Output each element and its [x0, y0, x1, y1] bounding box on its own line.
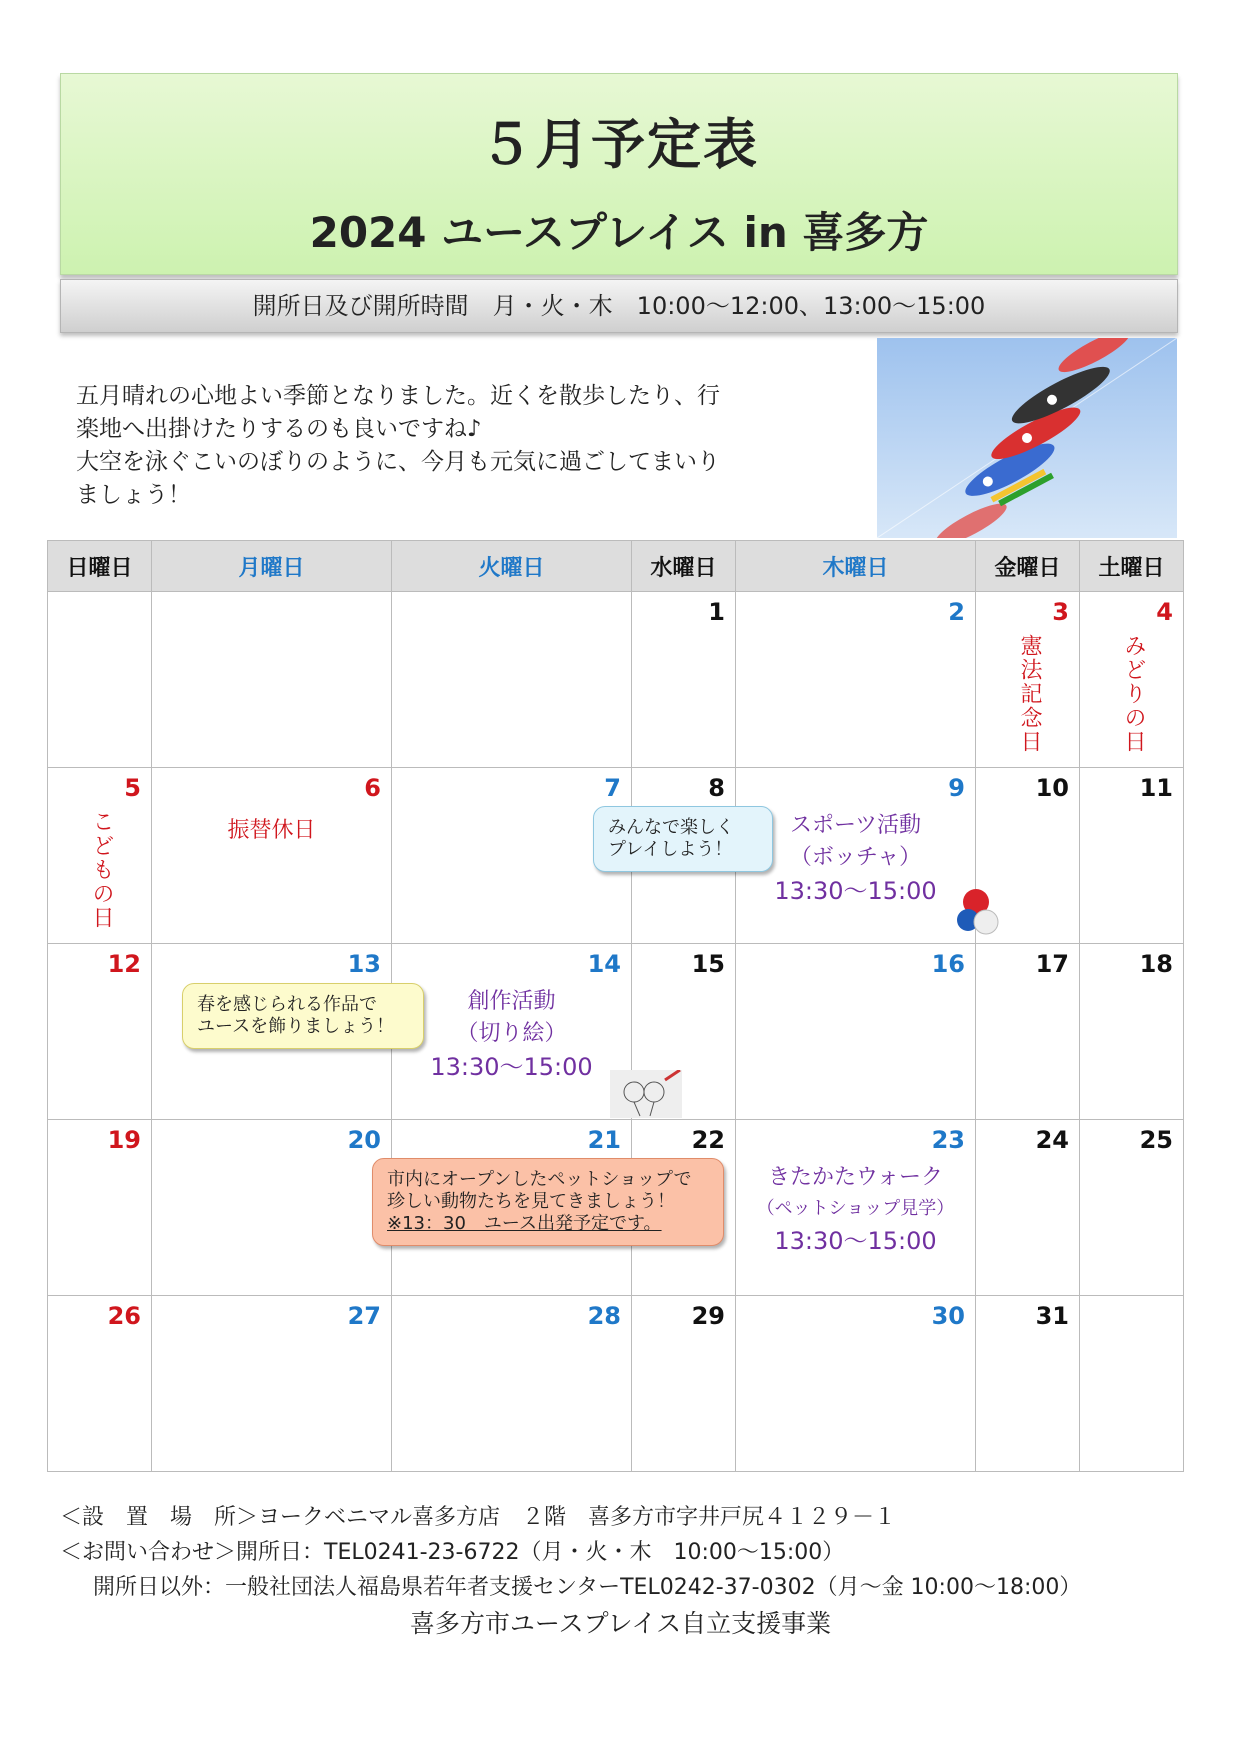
day-number: 24	[1035, 1126, 1069, 1154]
day-number: 18	[1139, 950, 1173, 978]
day-number: 19	[107, 1126, 141, 1154]
day-number: 23	[931, 1126, 965, 1154]
bubble-line: 市内にオープンしたペットショップで	[387, 1169, 692, 1190]
day-cell	[976, 1296, 1080, 1472]
footer-program: 喜多方市ユースプレイス自立支援事業	[409, 1609, 832, 1638]
header-monday: 月曜日	[152, 541, 392, 592]
koinobori-image	[877, 338, 1177, 538]
event-subtitle: （ボッチャ）	[789, 845, 922, 870]
day-number: 7	[604, 774, 621, 802]
bubble-line: みんなで楽しく	[608, 817, 734, 838]
day-number: 17	[1035, 950, 1069, 978]
day-number: 6	[364, 774, 381, 802]
bubble-line: ユースを飾りましょう！	[197, 1016, 395, 1037]
bubble-line: 春を感じられる作品で	[197, 994, 377, 1015]
event-subtitle: （ペットショップ見学）	[756, 1198, 955, 1219]
day-number: 12	[107, 950, 141, 978]
day-cell	[1080, 768, 1184, 944]
day-number: 2	[948, 598, 965, 626]
day-cell	[632, 592, 736, 768]
day-number: 26	[107, 1302, 141, 1330]
day-number: 15	[691, 950, 725, 978]
day-number: 4	[1156, 598, 1173, 626]
day-number: 1	[708, 598, 725, 626]
day-cell	[48, 592, 152, 768]
footer-other-contact: 開所日以外：一般社団法人福島県若年者支援センターTEL0242-37-0302（月～金 10:00～18:00）	[93, 1575, 1082, 1600]
day-cell	[392, 944, 632, 1120]
day-number: 25	[1139, 1126, 1173, 1154]
event-title: 創作活動	[467, 989, 556, 1014]
day-number: 22	[691, 1126, 725, 1154]
day-cell	[976, 944, 1080, 1120]
day-number: 5	[124, 774, 141, 802]
header-thursday: 木曜日	[736, 541, 976, 592]
day-cell	[632, 1296, 736, 1472]
day-number: 21	[587, 1126, 621, 1154]
day-number: 31	[1035, 1302, 1069, 1330]
day-number: 28	[587, 1302, 621, 1330]
day-cell	[48, 1120, 152, 1296]
footer-location: ＜設 置 場 所＞ヨークベニマル喜多方店 ２階 喜多方市字井戸尻４１２９－１	[60, 1505, 897, 1530]
holiday-label: こどもの日	[89, 810, 114, 930]
day-number: 27	[347, 1302, 381, 1330]
day-cell	[1080, 944, 1184, 1120]
bubble-line: プレイしよう！	[608, 839, 733, 860]
day-cell	[736, 592, 976, 768]
event-title: スポーツ活動	[789, 813, 922, 838]
holiday-label: みどりの日	[1121, 634, 1146, 754]
speech-bubble-craft	[182, 983, 424, 1049]
day-cell	[152, 592, 392, 768]
event-craft	[392, 986, 631, 1084]
day-cell	[976, 768, 1080, 944]
week-row	[48, 592, 1184, 768]
day-number: 16	[931, 950, 965, 978]
day-cell	[48, 1296, 152, 1472]
day-number: 3	[1052, 598, 1069, 626]
day-cell	[1080, 1296, 1184, 1472]
event-time: 13:30～15:00	[430, 1053, 593, 1081]
day-cell	[632, 944, 736, 1120]
day-cell	[976, 592, 1080, 768]
bubble-line: ※13：30 ユース出発予定です。	[387, 1213, 662, 1234]
day-cell	[152, 768, 392, 944]
day-cell	[1080, 1120, 1184, 1296]
opening-hours: 開所日及び開所時間 月・火・木 10:00～12:00、13:00～15:00	[60, 279, 1178, 333]
day-number: 14	[587, 950, 621, 978]
day-number: 30	[931, 1302, 965, 1330]
intro-line-2: 大空を泳ぐこいのぼりのように、今月も元気に過ごしてまいりましょう！	[76, 449, 720, 508]
event-walk	[736, 1162, 975, 1258]
weekday-header	[48, 541, 1184, 592]
day-cell	[152, 1120, 392, 1296]
day-number: 13	[347, 950, 381, 978]
day-cell	[736, 944, 976, 1120]
day-cell	[48, 768, 152, 944]
day-number: 8	[708, 774, 725, 802]
intro-line-1: 五月晴れの心地よい季節となりました。近くを散歩したり、行楽地へ出掛けたりするのも良いですね♪	[76, 383, 720, 442]
holiday-label: 振替休日	[227, 818, 316, 843]
day-cell	[392, 592, 632, 768]
event-time: 13:30～15:00	[774, 877, 937, 905]
title-banner	[60, 73, 1178, 275]
header-saturday: 土曜日	[1080, 541, 1184, 592]
day-cell	[976, 1120, 1080, 1296]
day-number: 10	[1035, 774, 1069, 802]
day-cell	[152, 1296, 392, 1472]
event-title: きたかたウォーク	[767, 1165, 944, 1190]
day-cell	[736, 1296, 976, 1472]
day-cell	[48, 944, 152, 1120]
holiday-label: 憲法記念日	[1017, 634, 1042, 754]
header-friday: 金曜日	[976, 541, 1080, 592]
day-number: 11	[1139, 774, 1173, 802]
day-cell	[736, 1120, 976, 1296]
page-title: ５月予定表	[479, 113, 759, 176]
footer-contact: ＜お問い合わせ＞開所日：TEL0241-23-6722（月・火・木 10:00～15:00）	[60, 1540, 845, 1565]
event-time: 13:30～15:00	[774, 1227, 937, 1255]
day-number: 20	[347, 1126, 381, 1154]
speech-bubble-walk	[372, 1158, 724, 1246]
week-row	[48, 1296, 1184, 1472]
speech-bubble-sports	[593, 806, 773, 872]
intro-text	[76, 380, 736, 512]
day-cell	[392, 1296, 632, 1472]
day-number: 9	[948, 774, 965, 802]
page-subtitle: 2024 ユースプレイス in 喜多方	[309, 208, 929, 257]
day-cell	[1080, 592, 1184, 768]
day-number: 29	[691, 1302, 725, 1330]
header-wednesday: 水曜日	[632, 541, 736, 592]
bubble-line: 珍しい動物たちを見てきましょう！	[387, 1191, 675, 1212]
header-tuesday: 火曜日	[392, 541, 632, 592]
header-sunday: 日曜日	[48, 541, 152, 592]
event-subtitle: （切り絵）	[456, 1021, 567, 1046]
